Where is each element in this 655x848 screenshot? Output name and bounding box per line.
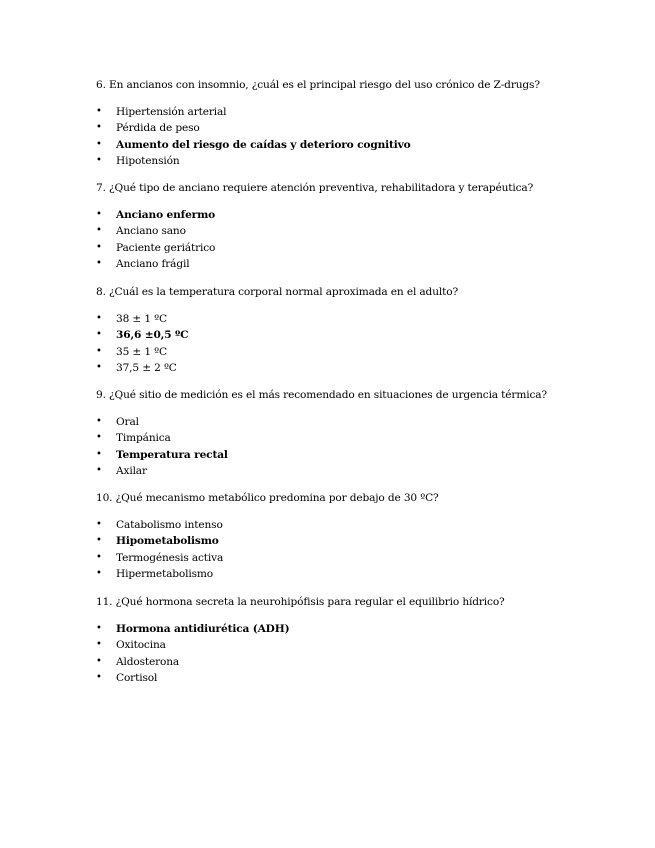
bullet-icon: •: [96, 345, 102, 357]
bullet-icon: •: [96, 416, 102, 427]
bullet-icon: •: [96, 672, 102, 684]
bullet-icon: •: [96, 155, 102, 167]
option-text: Oral: [116, 416, 139, 428]
option-text: Hipometabolismo: [116, 535, 219, 548]
bullet-icon: •: [96, 329, 102, 341]
question-7: 7. ¿Qué tipo de anciano requiere atención preventiva, rehabilitadora y terapéutica?: [96, 182, 534, 194]
option-text: Hipermetabolismo: [116, 568, 214, 581]
bullet-icon: •: [96, 465, 102, 477]
option-text: Hipertensión arterial: [116, 106, 227, 118]
option-text: Axilar: [116, 465, 147, 478]
bullet-icon: •: [96, 122, 102, 134]
bullet-icon: •: [96, 551, 102, 563]
option-text: Anciano frágil: [116, 258, 190, 271]
bullet-icon: •: [96, 448, 102, 460]
bullet-icon: •: [96, 639, 102, 651]
bullet-icon: •: [96, 623, 102, 634]
bullet-icon: •: [96, 432, 102, 444]
bullet-icon: •: [96, 655, 102, 667]
option-text: Aumento del riesgo de caídas y deterioro cognitivo: [116, 138, 411, 151]
option-text: Hipotensión: [116, 155, 180, 168]
option-text: 38 ± 1 ºC: [116, 313, 167, 325]
question-10: 10. ¿Qué mecanismo metabólico predomina por debajo de 30 ºC?: [96, 492, 439, 504]
bullet-icon: •: [96, 535, 102, 547]
option-text: Temperatura rectal: [116, 448, 228, 461]
option-text: Paciente geriátrico: [116, 241, 216, 254]
bullet-icon: •: [96, 313, 102, 324]
bullet-icon: •: [96, 519, 102, 530]
option-text: Cortisol: [116, 672, 158, 685]
question-8: 8. ¿Cuál es la temperatura corporal normal aproximada en el adulto?: [96, 286, 458, 298]
option-text: Timpánica: [116, 432, 171, 445]
bullet-icon: •: [96, 362, 102, 374]
option-text: Pérdida de peso: [116, 122, 200, 135]
bullet-icon: •: [96, 138, 102, 150]
bullet-icon: •: [96, 209, 102, 220]
bullet-icon: •: [96, 258, 102, 270]
option-text: Oxitocina: [116, 639, 166, 652]
bullet-icon: •: [96, 225, 102, 237]
option-text: 35 ± 1 ºC: [116, 345, 167, 358]
question-6: 6. En ancianos con insomnio, ¿cuál es el principal riesgo del uso crónico de Z-drugs?: [96, 79, 540, 91]
bullet-icon: •: [96, 106, 102, 117]
option-text: Aldosterona: [116, 655, 180, 668]
option-text: Anciano enfermo: [116, 209, 216, 221]
option-text: 37,5 ± 2 ºC: [116, 362, 177, 375]
question-9: 9. ¿Qué sitio de medición es el más recomendado en situaciones de urgencia térmica?: [96, 389, 547, 401]
option-text: 36,6 ±0,5 ºC: [116, 329, 189, 342]
option-text: Termogénesis activa: [116, 551, 224, 564]
option-text: Anciano sano: [116, 225, 186, 238]
question-11: 11. ¿Qué hormona secreta la neurohipófisis para regular el equilibrio hídrico?: [96, 596, 505, 608]
option-text: Catabolismo intenso: [116, 519, 223, 531]
bullet-icon: •: [96, 568, 102, 580]
bullet-icon: •: [96, 241, 102, 253]
option-text: Hormona antidiurética (ADH): [116, 623, 290, 635]
